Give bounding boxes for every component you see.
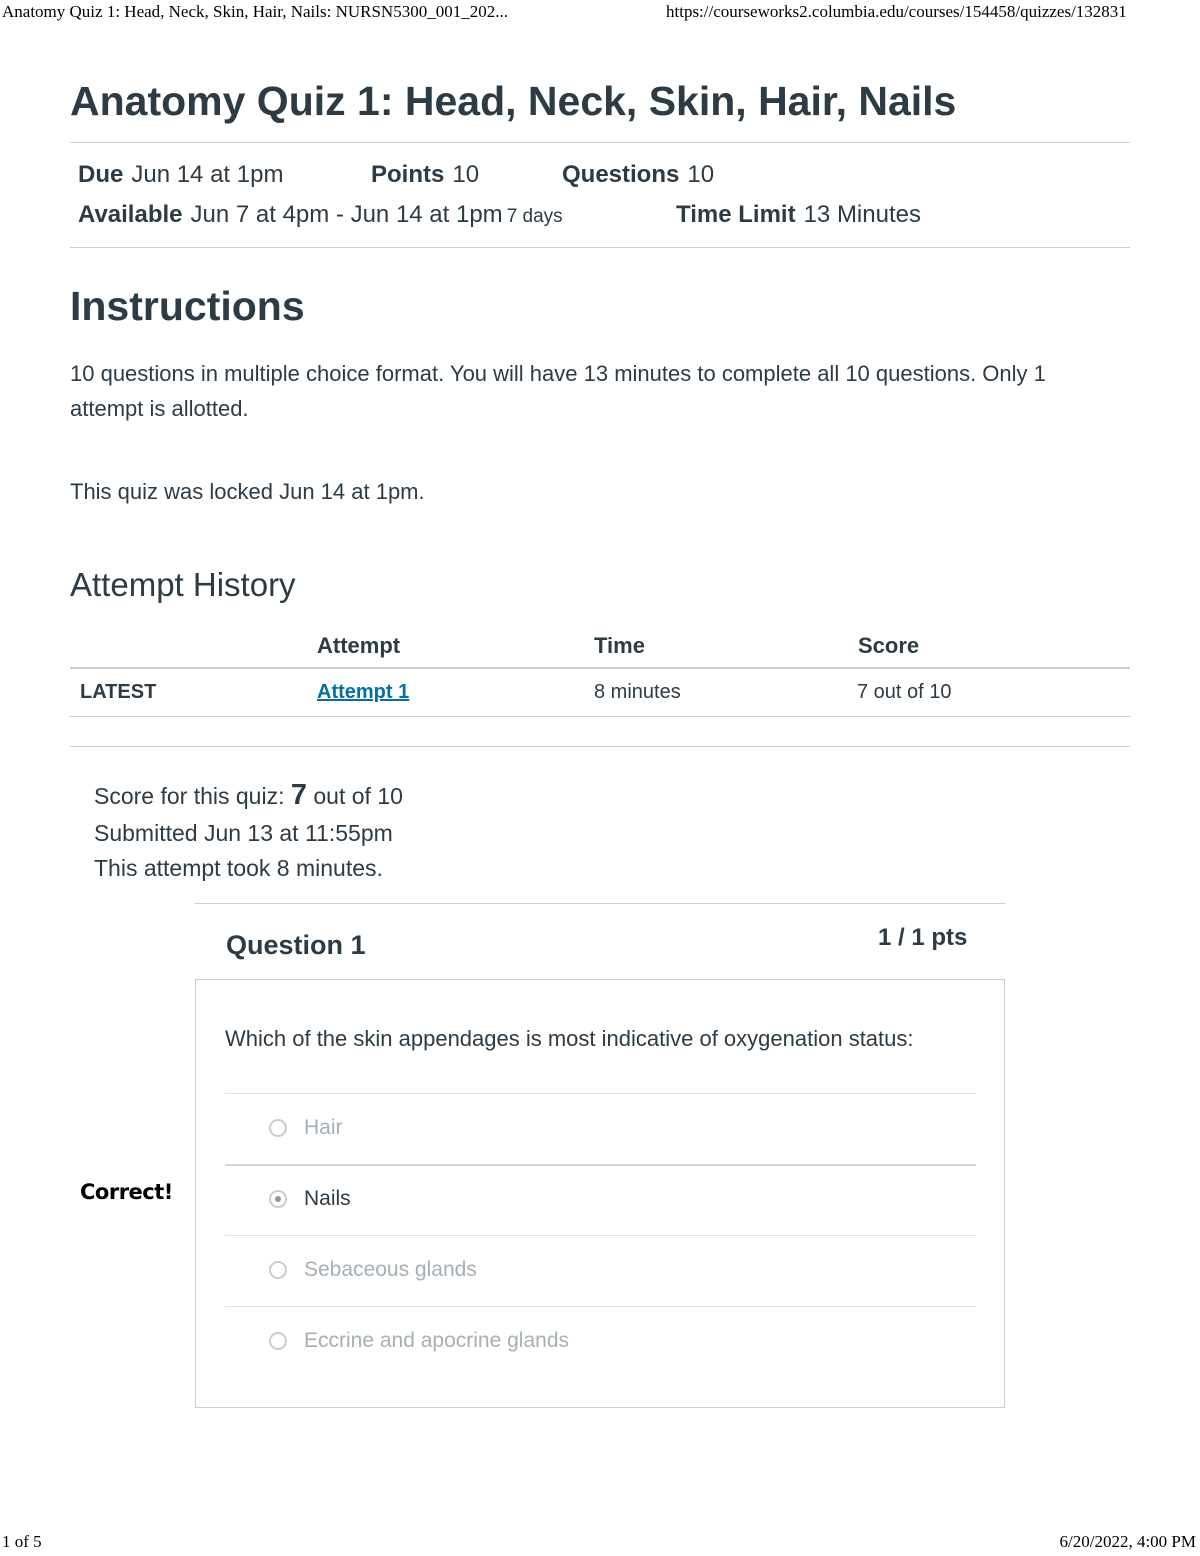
column-header-time: Time bbox=[594, 633, 645, 658]
question-text: Which of the skin appendages is most indicative of oxygenation status: bbox=[225, 1026, 914, 1051]
column-header-score: Score bbox=[858, 633, 920, 658]
points-detail bbox=[371, 161, 479, 189]
locked-notice: This quiz was locked Jun 14 at 1pm. bbox=[70, 479, 425, 504]
instructions-text bbox=[70, 356, 1130, 426]
table-header-divider bbox=[70, 667, 1130, 669]
question-box bbox=[195, 979, 1005, 1408]
points-label: Points bbox=[371, 161, 445, 188]
questions-label: Questions bbox=[562, 161, 680, 188]
answer-divider bbox=[225, 1306, 976, 1307]
available-days: 7 days bbox=[506, 206, 563, 227]
time-limit-value: 13 Minutes bbox=[803, 201, 921, 228]
radio-icon[interactable] bbox=[269, 1261, 287, 1279]
available-label: Available bbox=[78, 201, 183, 228]
available-value: Jun 7 at 4pm - Jun 14 at 1pm bbox=[190, 201, 503, 228]
radio-checked-icon[interactable] bbox=[269, 1190, 287, 1208]
answer-divider bbox=[225, 1164, 976, 1166]
questions-detail bbox=[562, 161, 714, 189]
attempt-history-heading: Attempt History bbox=[70, 566, 296, 603]
question-points: 1 / 1 pts bbox=[878, 924, 968, 951]
question-top-divider bbox=[195, 903, 1005, 904]
radio-icon[interactable] bbox=[269, 1332, 287, 1350]
page-counter: 1 of 5 bbox=[2, 1532, 42, 1551]
score-line bbox=[94, 779, 403, 812]
print-header-url: https://courseworks2.columbia.edu/courses/154458/quizzes/132831 bbox=[666, 2, 1127, 21]
due-label: Due bbox=[78, 161, 124, 188]
latest-label: LATEST bbox=[80, 681, 157, 703]
page-title: Anatomy Quiz 1: Head, Neck, Skin, Hair, Nails bbox=[70, 78, 957, 124]
print-footer bbox=[0, 1532, 1200, 1556]
available-detail bbox=[78, 201, 563, 229]
correct-answer-flag: Correct! bbox=[80, 1180, 173, 1204]
points-value: 10 bbox=[452, 161, 480, 188]
duration-line: This attempt took 8 minutes. bbox=[94, 855, 383, 881]
instructions-line-2: attempt is allotted. bbox=[70, 396, 249, 421]
time-limit-label: Time Limit bbox=[676, 201, 796, 228]
divider bbox=[70, 746, 1130, 747]
answer-label: Sebaceous glands bbox=[304, 1258, 477, 1281]
due-detail bbox=[78, 161, 283, 189]
score-value: 7 bbox=[290, 779, 307, 811]
answer-label: Hair bbox=[304, 1116, 343, 1139]
attempt-1-link[interactable]: Attempt 1 bbox=[317, 681, 410, 703]
answer-divider bbox=[225, 1235, 976, 1236]
answer-label: Eccrine and apocrine glands bbox=[304, 1329, 570, 1352]
divider bbox=[70, 142, 1130, 143]
time-limit-detail bbox=[676, 201, 921, 229]
instructions-line-1: 10 questions in multiple choice format. You will have 13 minutes to complete all 10 questions. Only 1 bbox=[70, 361, 1046, 386]
attempt-score: 7 out of 10 bbox=[857, 681, 952, 703]
attempt-time: 8 minutes bbox=[594, 681, 681, 703]
score-prefix: Score for this quiz: bbox=[94, 783, 285, 809]
column-header-attempt: Attempt bbox=[317, 633, 401, 658]
print-timestamp: 6/20/2022, 4:00 PM bbox=[1059, 1532, 1196, 1551]
divider bbox=[70, 247, 1130, 248]
question-title: Question 1 bbox=[226, 930, 366, 960]
submitted-line: Submitted Jun 13 at 11:55pm bbox=[94, 820, 393, 846]
table-row-divider bbox=[70, 716, 1130, 717]
score-suffix: out of 10 bbox=[313, 783, 403, 809]
radio-icon[interactable] bbox=[269, 1119, 287, 1137]
instructions-heading: Instructions bbox=[70, 283, 305, 329]
due-value: Jun 14 at 1pm bbox=[131, 161, 284, 188]
questions-value: 10 bbox=[687, 161, 715, 188]
answer-divider bbox=[225, 1093, 976, 1094]
print-header bbox=[0, 2, 1200, 26]
answer-label: Nails bbox=[304, 1187, 351, 1210]
print-header-title: Anatomy Quiz 1: Head, Neck, Skin, Hair, Nails: NURSN5300_001_202... bbox=[2, 2, 508, 21]
